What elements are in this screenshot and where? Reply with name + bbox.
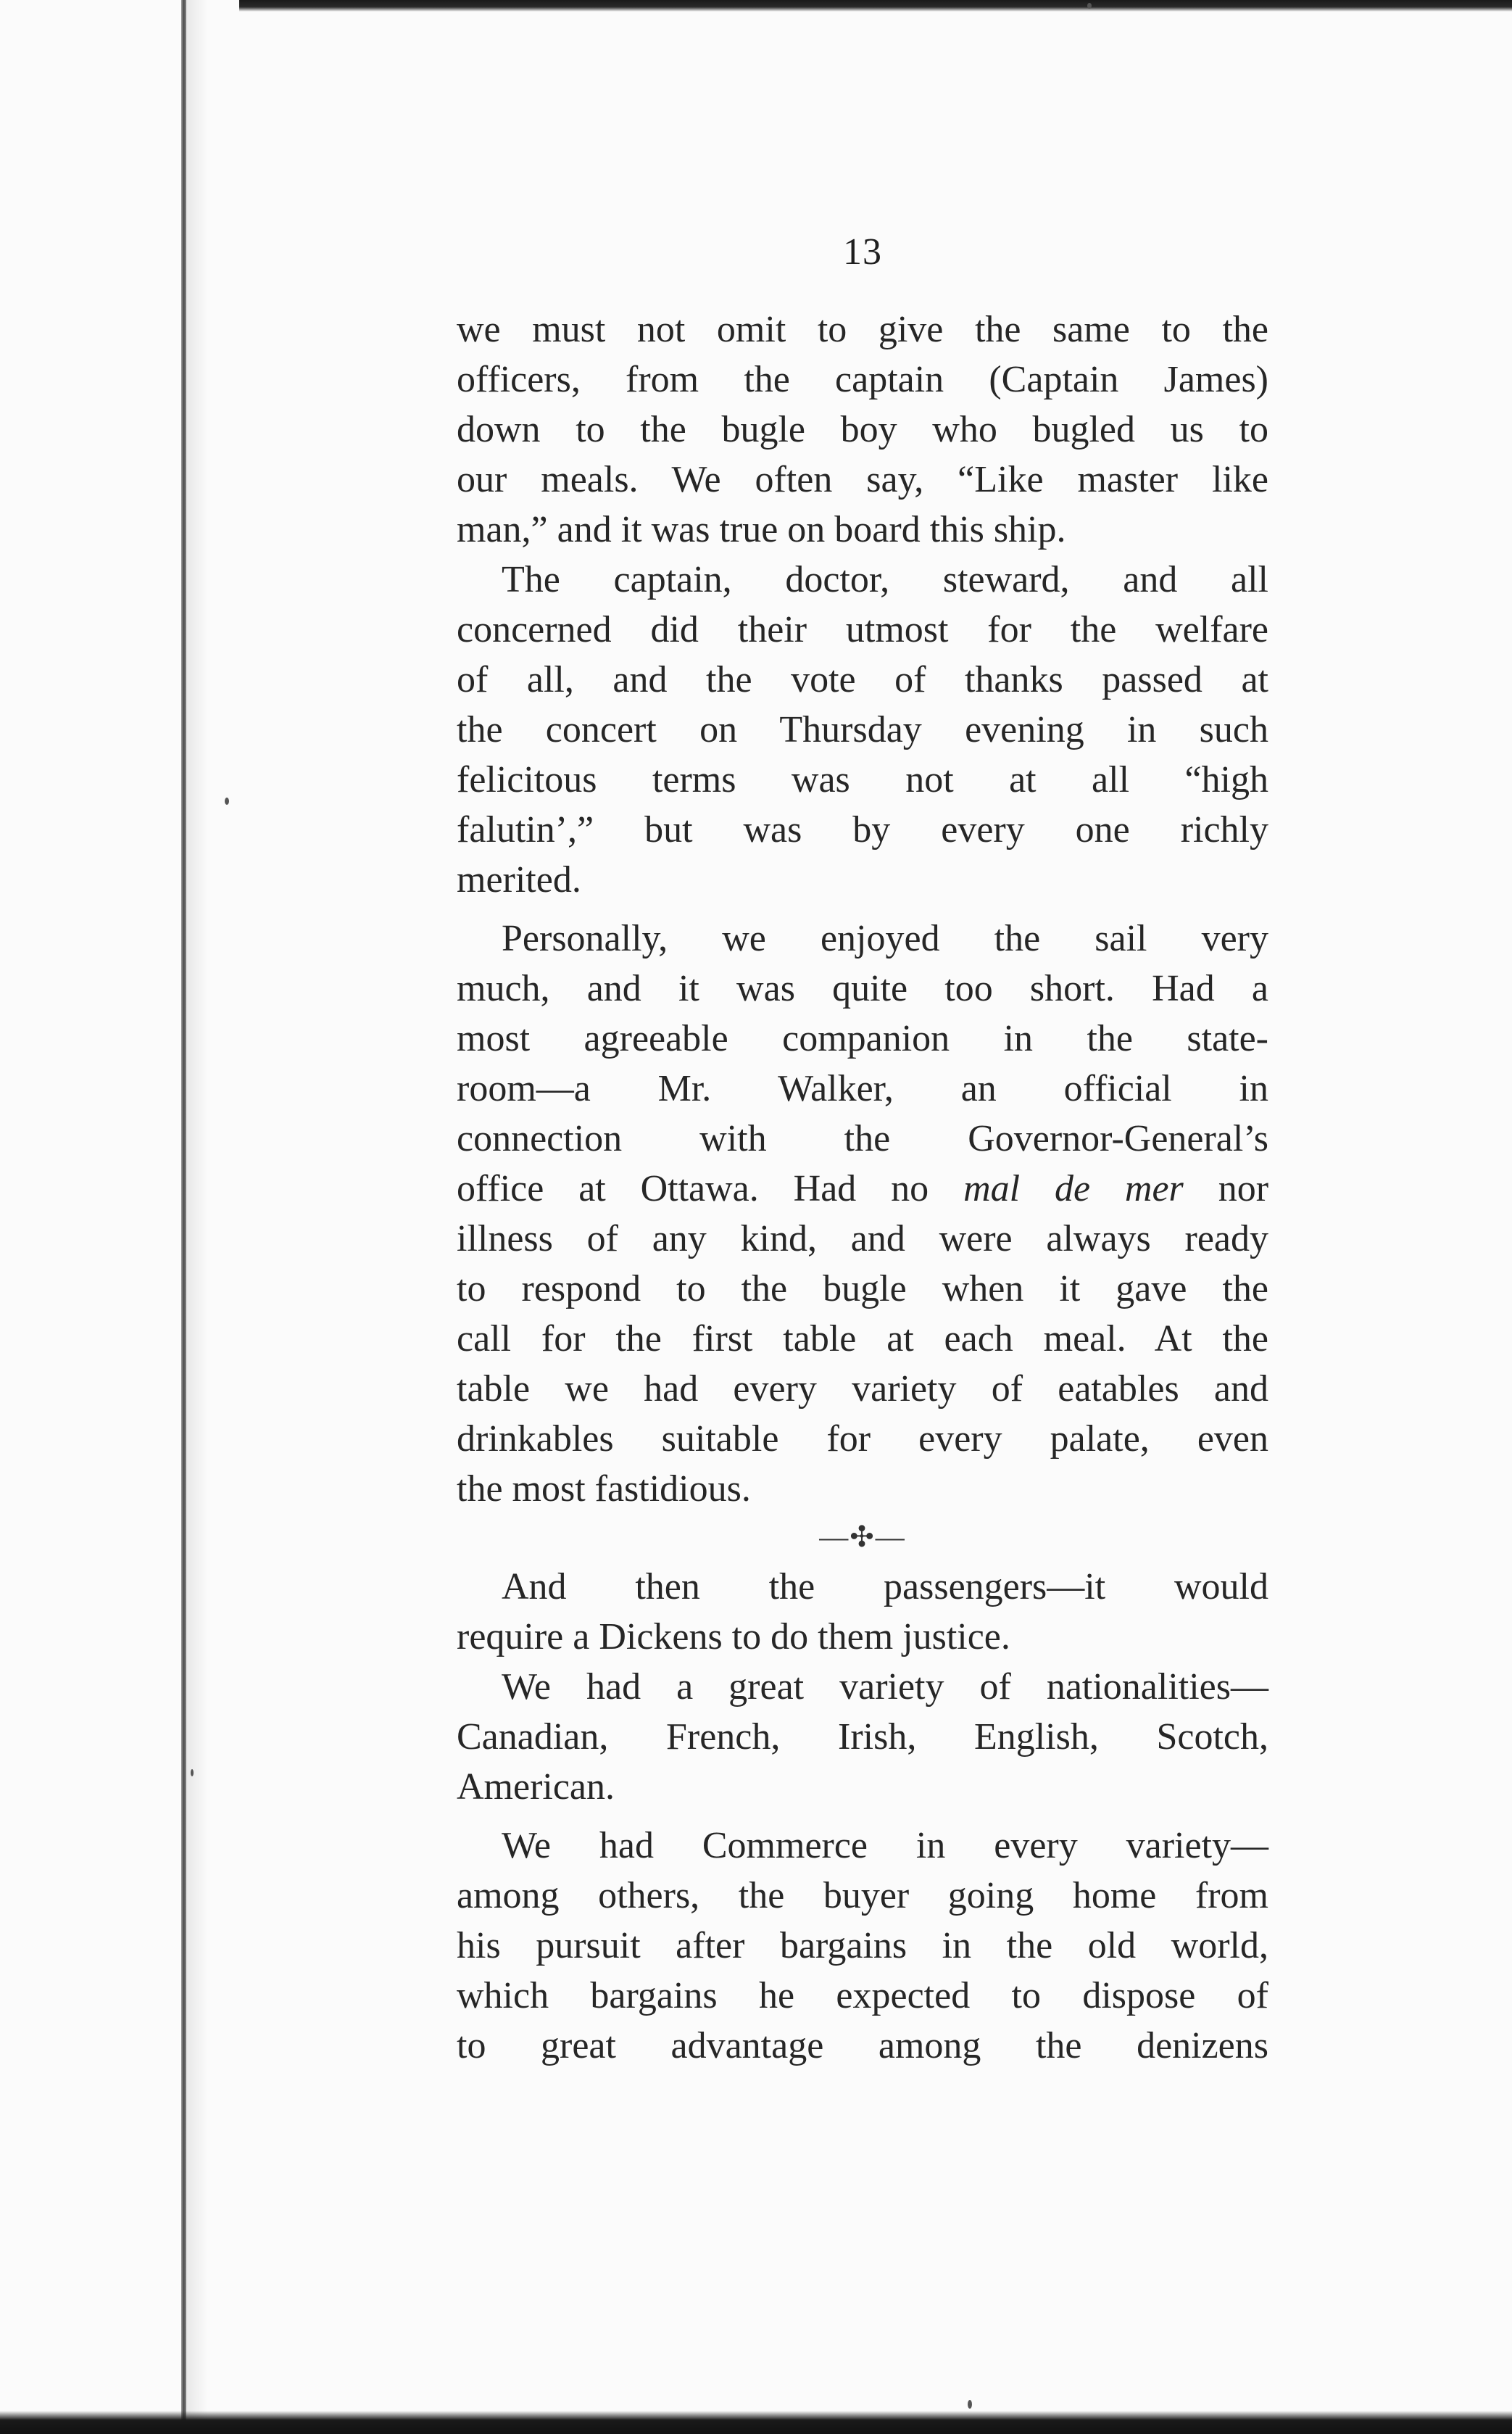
text-line: felicitous terms was not at all “high xyxy=(457,759,1268,800)
italic-phrase: mal de mer xyxy=(963,1168,1184,1209)
scan-speck xyxy=(191,1769,194,1776)
text-line: the concert on Thursday evening in such xyxy=(457,709,1268,750)
text-line: among others, the buyer going home from xyxy=(457,1875,1268,1916)
text-line: Canadian, French, Irish, English, Scotch, xyxy=(457,1716,1268,1758)
text-segment: nor xyxy=(1218,1168,1269,1209)
text-line: room—a Mr. Walker, an official in xyxy=(457,1068,1268,1109)
text-line: merited. xyxy=(457,859,581,901)
page-number: 13 xyxy=(843,231,882,273)
paragraph-3 xyxy=(457,914,1268,1514)
scan-speck xyxy=(225,798,229,805)
text-line: American. xyxy=(457,1766,615,1808)
text-line: to respond to the bugle when it gave the xyxy=(457,1268,1268,1309)
body-text xyxy=(457,305,1268,2071)
paragraph-2 xyxy=(457,555,1268,905)
text-line: man,” and it was true on board this ship. xyxy=(457,509,1066,550)
gutter-shadow xyxy=(186,0,208,2434)
text-line: his pursuit after bargains in the old world, xyxy=(457,1925,1268,1966)
text-line: concerned did their utmost for the welfare xyxy=(457,609,1268,650)
text-line: We had Commerce in every variety— xyxy=(502,1825,1268,1866)
text-line: illness of any kind, and were always ready xyxy=(457,1218,1268,1259)
text-line: our meals. We often say, “Like master like xyxy=(457,459,1268,500)
text-line: call for the first table at each meal. At the xyxy=(457,1318,1268,1359)
text-line-with-italic xyxy=(457,1164,1268,1214)
top-page-edge xyxy=(239,0,1512,12)
binding-gutter xyxy=(181,0,186,2434)
text-line: And then the passengers—it would xyxy=(502,1566,1268,1607)
text-line: the most fastidious. xyxy=(457,1468,751,1510)
text-line: we must not omit to give the same to the xyxy=(457,309,1268,350)
section-ornament: —✣— xyxy=(819,1520,906,1553)
text-line: falutin’,” but was by every one richly xyxy=(457,809,1268,850)
text-line: to great advantage among the denizens xyxy=(457,2025,1268,2066)
scan-speck xyxy=(1087,3,1092,9)
text-line: The captain, doctor, steward, and all xyxy=(502,559,1268,600)
text-line: which bargains he expected to dispose of xyxy=(457,1975,1268,2016)
text-line: Personally, we enjoyed the sail very xyxy=(502,918,1268,959)
text-line: drinkables suitable for every palate, even xyxy=(457,1418,1268,1460)
text-line: much, and it was quite too short. Had a xyxy=(457,968,1268,1009)
text-segment: office at Ottawa. Had no xyxy=(457,1168,929,1209)
paragraph-4 xyxy=(457,1562,1268,1662)
paragraph-6 xyxy=(457,1821,1268,2071)
text-line: table we had every variety of eatables and xyxy=(457,1368,1268,1410)
text-line: We had a great variety of nationalities— xyxy=(502,1666,1268,1707)
text-line: of all, and the vote of thanks passed at xyxy=(457,659,1268,700)
text-line: down to the bugle boy who bugled us to xyxy=(457,409,1268,450)
scan-speck xyxy=(968,2400,972,2409)
bottom-page-edge xyxy=(0,2411,1512,2434)
paragraph-1 xyxy=(457,305,1268,555)
text-line: officers, from the captain (Captain James) xyxy=(457,359,1268,400)
text-line: most agreeable companion in the state- xyxy=(457,1018,1268,1059)
text-line: connection with the Governor-General’s xyxy=(457,1118,1268,1159)
paragraph-5 xyxy=(457,1662,1268,1812)
text-line: require a Dickens to do them justice. xyxy=(457,1616,1010,1657)
